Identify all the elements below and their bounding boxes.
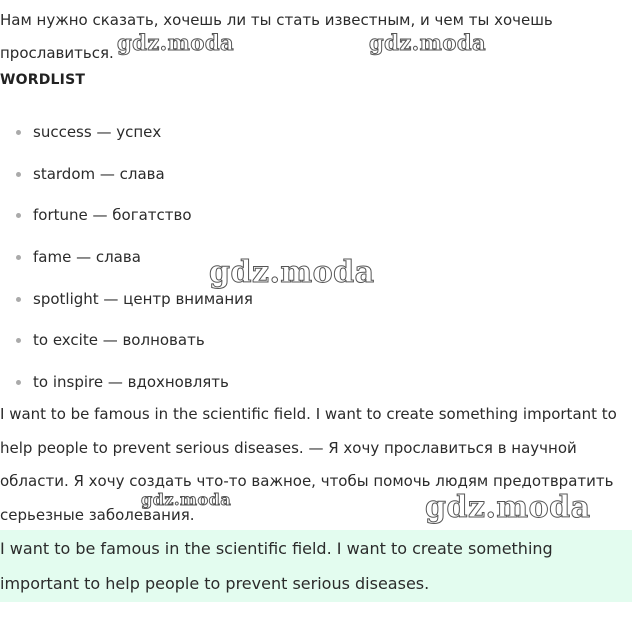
bullet-icon <box>16 297 21 302</box>
list-item <box>0 195 253 237</box>
wordlist-heading: WORDLIST <box>0 72 86 88</box>
wordlist-item-text: spotlight — центр внимания <box>33 289 253 308</box>
intro-text: Нам нужно сказать, хочешь ли ты стать известным, и чем ты хочешь прославиться. <box>0 11 553 62</box>
watermark: gdz.moda <box>425 490 591 525</box>
bullet-icon <box>16 172 21 177</box>
example-paragraph: I want to be famous in the scientific field. I want to create something important to help people to prevent serious diseases. — Я хочу прославиться в научной области. Я хочу создать что-то важное, чтобы помочь людям предотвратить серьезные заболевания. <box>0 405 617 524</box>
list-item <box>0 112 253 154</box>
list-item <box>0 154 253 196</box>
wordlist-item-text: stardom — слава <box>33 164 165 183</box>
wordlist <box>0 112 253 404</box>
watermark: gdz.moda <box>369 30 487 55</box>
list-item <box>0 237 253 279</box>
wordlist-item-text: fame — слава <box>33 248 141 267</box>
wordlist-item-text: fortune — богатство <box>33 206 192 225</box>
answer-text: I want to be famous in the scientific field. I want to create something important to help people to prevent serious diseases. <box>0 539 553 593</box>
wordlist-item-text: to excite — волновать <box>33 331 205 350</box>
watermark: gdz.moda <box>117 30 235 55</box>
watermark: gdz.moda <box>141 490 232 509</box>
bullet-icon <box>16 380 21 385</box>
bullet-icon <box>16 338 21 343</box>
answer-box <box>0 530 632 602</box>
list-item <box>0 279 253 321</box>
bullet-icon <box>16 255 21 260</box>
bullet-icon <box>16 213 21 218</box>
watermark: gdz.moda <box>209 255 375 290</box>
wordlist-item-text: success — успех <box>33 123 162 141</box>
list-item <box>0 320 253 362</box>
wordlist-item-text: to inspire — вдохновлять <box>33 373 229 392</box>
bullet-icon <box>16 130 21 135</box>
